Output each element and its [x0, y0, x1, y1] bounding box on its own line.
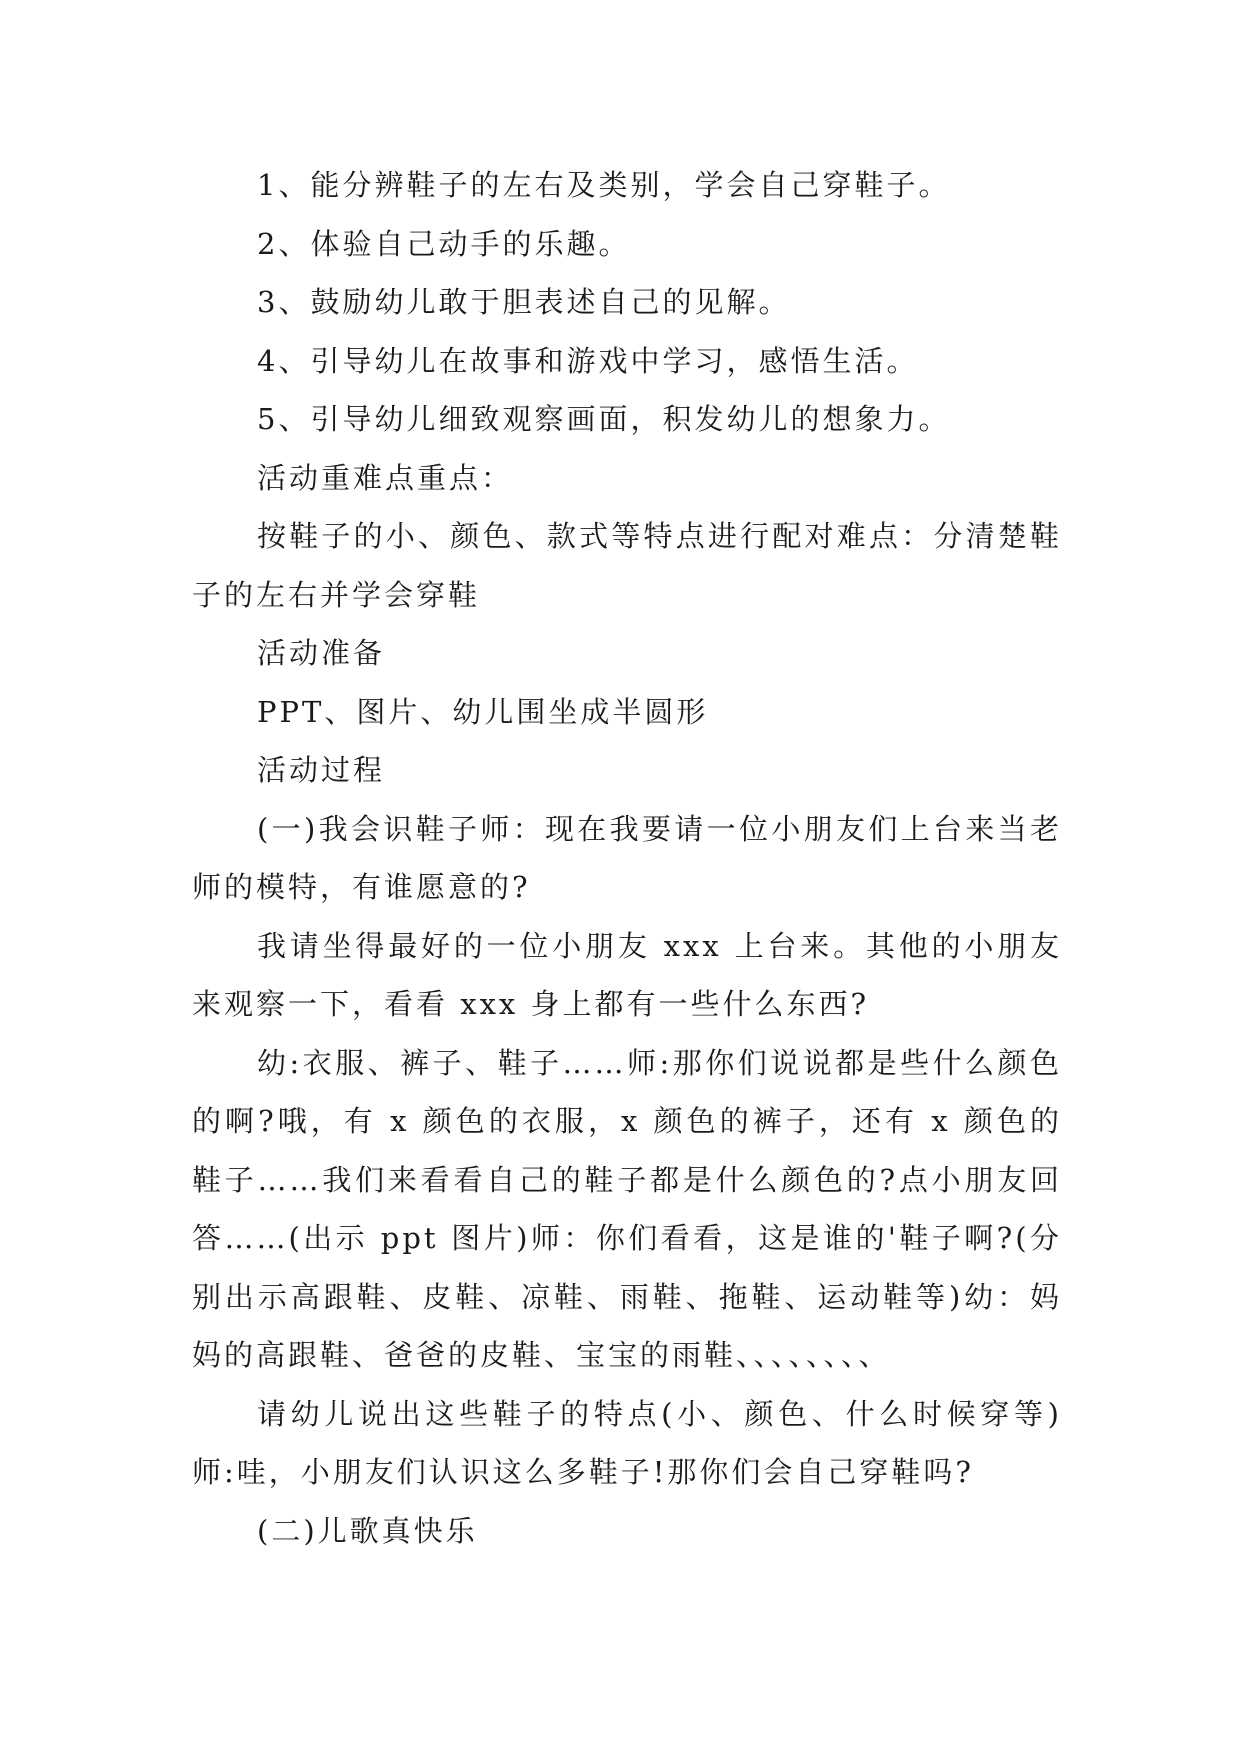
- objective-5: 5、引导幼儿细致观察画面，积发幼儿的想象力。: [257, 402, 951, 436]
- key-points-text: 按鞋子的小、颜色、款式等特点进行配对难点：分清楚鞋子的左右并学会穿鞋: [192, 519, 1062, 612]
- section-heading-preparation: 活动准备: [257, 636, 386, 670]
- objective-3: 3、鼓励幼儿敢于胆表述自己的见解。: [257, 285, 791, 319]
- objective-2: 2、体验自己动手的乐趣。: [257, 226, 631, 261]
- section-heading-process: 活动过程: [257, 753, 386, 787]
- section-heading-key-points: 活动重难点重点：: [257, 460, 514, 495]
- process-step-1-dialogue: 幼:衣服、裤子、鞋子……师:那你们说说都是些什么颜色的啊?哦，有 x 颜色的衣服，x 颜色的裤子，还有 x 颜色的鞋子……我们来看看自己的鞋子都是什么颜色的?点小朋友回答……(出示 ppt 图片)师：你们看看，这是谁的'鞋子啊?(分别出示高跟鞋、皮鞋、凉鞋、雨鞋、拖鞋、运动鞋等)幼：妈妈的高跟鞋、爸爸的皮鞋、宝宝的雨鞋、、、、、、、、: [192, 1045, 1062, 1372]
- process-step-1-observe: 我请坐得最好的一位小朋友 xxx 上台来。其他的小朋友来观察一下，看看 xxx 身上都有一些什么东西?: [192, 928, 1062, 1021]
- objective-1: 1、能分辨鞋子的左右及类别，学会自己穿鞋子。: [257, 168, 951, 202]
- process-step-1-features: 请幼儿说出这些鞋子的特点(小、颜色、什么时候穿等)师:哇，小朋友们认识这么多鞋子!那你们会自己穿鞋吗?: [192, 1396, 1062, 1489]
- document-body: [192, 156, 1062, 1560]
- process-step-1-intro: (一)我会识鞋子师：现在我要请一位小朋友们上台来当老师的模特，有谁愿意的?: [192, 811, 1062, 904]
- objective-4: 4、引导幼儿在故事和游戏中学习，感悟生活。: [257, 343, 919, 378]
- preparation-text: PPT、图片、幼儿围坐成半圆形: [257, 694, 709, 729]
- process-step-2-heading: (二)儿歌真快乐: [257, 1513, 478, 1548]
